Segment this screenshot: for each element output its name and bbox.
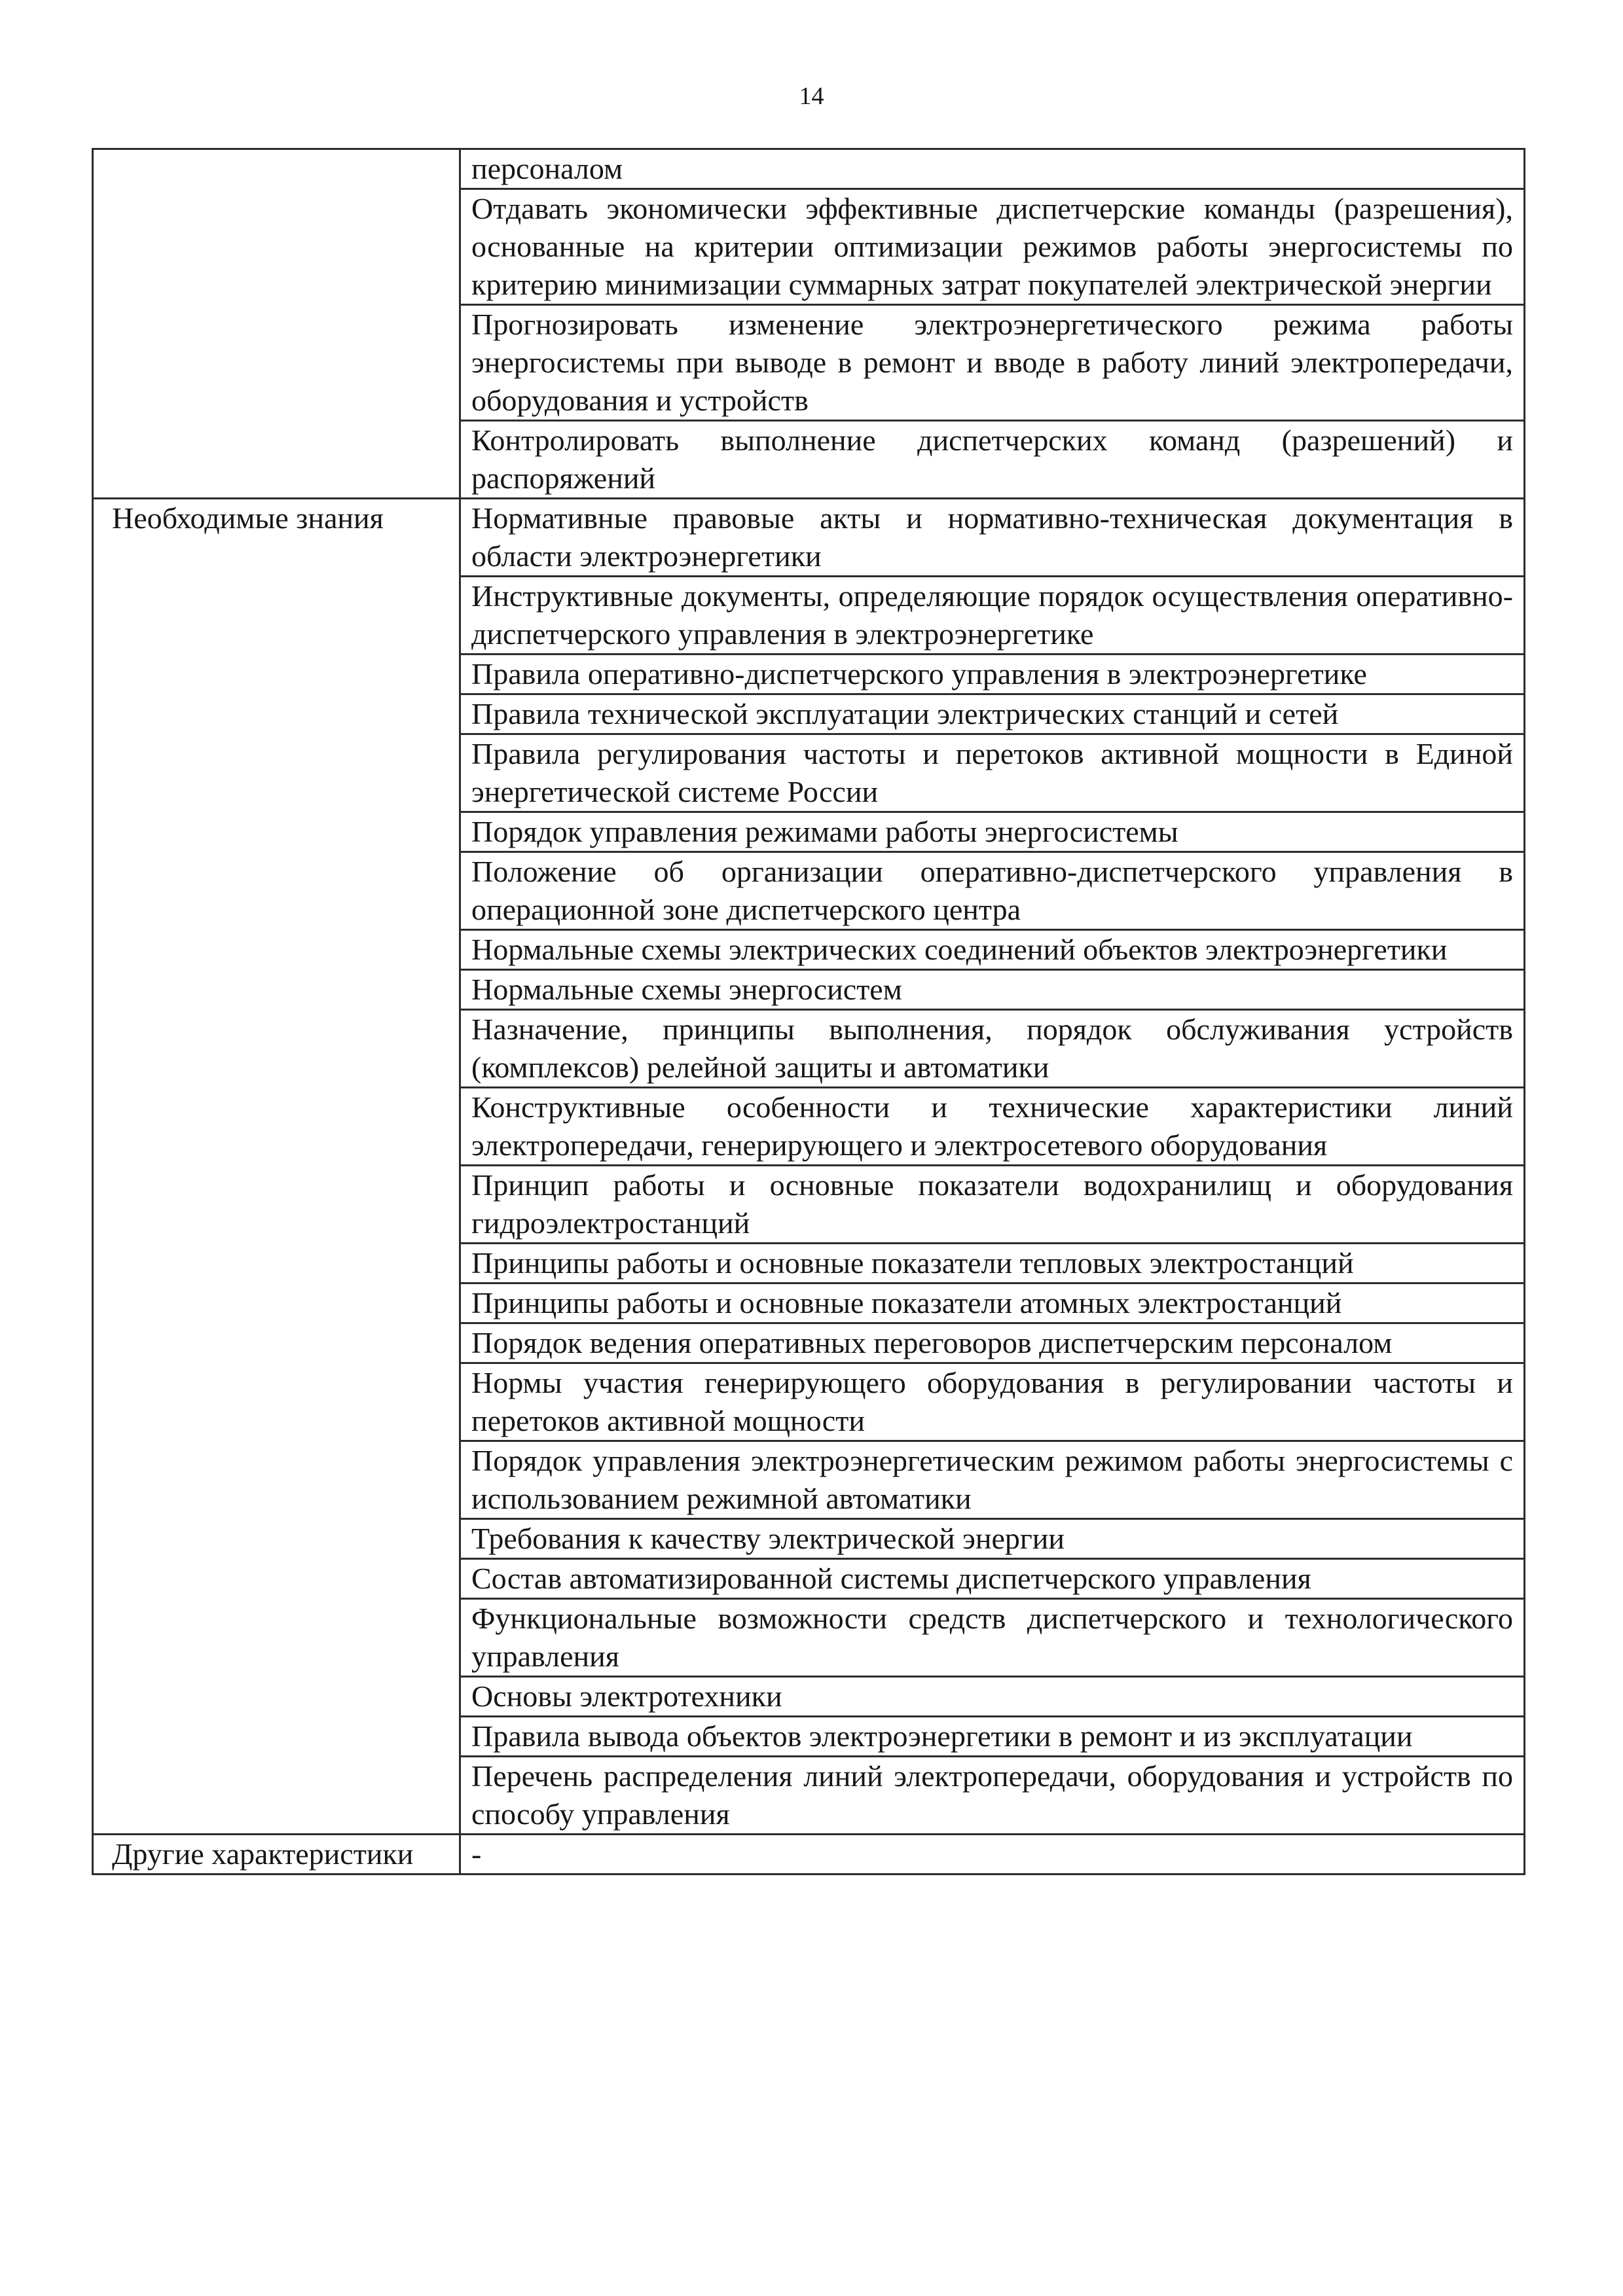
knowledge-item: Перечень распределения линий электропередачи, оборудования и устройств по способу управления xyxy=(460,1757,1525,1835)
knowledge-item: Положение об организации оперативно-диспетчерского управления в операционной зоне диспетчерского центра xyxy=(460,852,1525,930)
other-value: - xyxy=(460,1835,1525,1874)
table-body xyxy=(93,149,1525,1874)
knowledge-item: Правила вывода объектов электроэнергетики в ремонт и из эксплуатации xyxy=(460,1717,1525,1757)
knowledge-item: Функциональные возможности средств диспетчерского и технологического управления xyxy=(460,1599,1525,1677)
skill-item: персоналом xyxy=(460,149,1525,189)
competency-table xyxy=(92,148,1525,1875)
knowledge-item: Порядок управления электроэнергетическим режимом работы энергосистемы с использованием режимной автоматики xyxy=(460,1441,1525,1519)
knowledge-item: Порядок управления режимами работы энергосистемы xyxy=(460,812,1525,852)
knowledge-item: Принципы работы и основные показатели тепловых электростанций xyxy=(460,1244,1525,1283)
skill-item: Отдавать экономически эффективные диспетчерские команды (разрешения), основанные на критерии оптимизации режимов работы энергосистемы по критерию минимизации суммарных затрат покупателей электрической энергии xyxy=(460,189,1525,305)
table-row xyxy=(93,499,1525,577)
knowledge-item: Инструктивные документы, определяющие порядок осуществления оперативно-диспетчерского управления в электроэнергетике xyxy=(460,577,1525,655)
knowledge-item: Правила регулирования частоты и перетоков активной мощности в Единой энергетической системе России xyxy=(460,734,1525,812)
knowledge-item: Основы электротехники xyxy=(460,1677,1525,1717)
knowledge-label: Необходимые знания xyxy=(93,499,460,1835)
skill-item: Прогнозировать изменение электроэнергетического режима работы энергосистемы при выводе в ремонт и вводе в работу линий электропередачи, оборудования и устройств xyxy=(460,305,1525,421)
knowledge-item: Нормальные схемы электрических соединений объектов электроэнергетики xyxy=(460,930,1525,970)
table-row xyxy=(93,149,1525,189)
other-label: Другие характеристики xyxy=(93,1835,460,1874)
knowledge-item: Назначение, принципы выполнения, порядок обслуживания устройств (комплексов) релейной защиты и автоматики xyxy=(460,1010,1525,1088)
knowledge-item: Требования к качеству электрической энергии xyxy=(460,1519,1525,1559)
knowledge-item: Правила оперативно-диспетчерского управления в электроэнергетике xyxy=(460,655,1525,694)
knowledge-item: Нормативные правовые акты и нормативно-техническая документация в области электроэнергетики xyxy=(460,499,1525,577)
skills-label-cell xyxy=(93,149,460,499)
knowledge-item: Состав автоматизированной системы диспетчерского управления xyxy=(460,1559,1525,1599)
skill-item: Контролировать выполнение диспетчерских команд (разрешений) и распоряжений xyxy=(460,421,1525,499)
knowledge-item: Нормальные схемы энергосистем xyxy=(460,970,1525,1010)
knowledge-item: Порядок ведения оперативных переговоров диспетчерским персоналом xyxy=(460,1323,1525,1363)
knowledge-item: Правила технической эксплуатации электрических станций и сетей xyxy=(460,694,1525,734)
knowledge-item: Нормы участия генерирующего оборудования в регулировании частоты и перетоков активной мощности xyxy=(460,1363,1525,1441)
knowledge-item: Конструктивные особенности и технические характеристики линий электропередачи, генерирующего и электросетевого оборудования xyxy=(460,1088,1525,1166)
knowledge-item: Принципы работы и основные показатели атомных электростанций xyxy=(460,1283,1525,1323)
page-number: 14 xyxy=(799,82,824,110)
knowledge-item: Принцип работы и основные показатели водохранилищ и оборудования гидроэлектростанций xyxy=(460,1166,1525,1244)
table-row xyxy=(93,1835,1525,1874)
